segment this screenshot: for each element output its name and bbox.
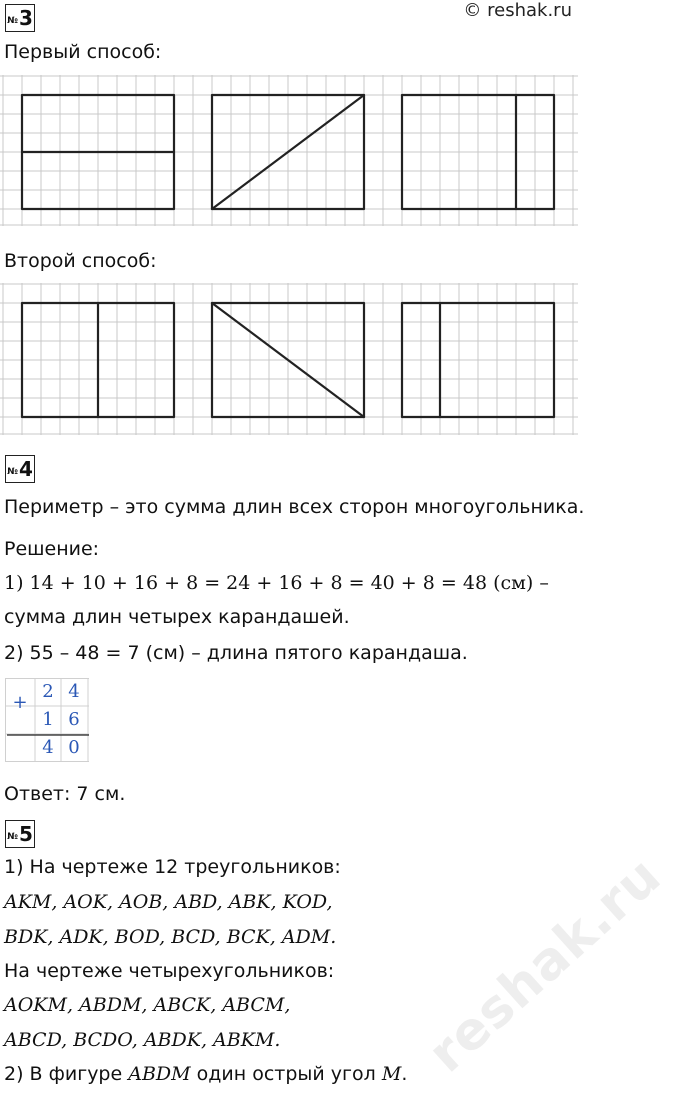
solution-step-1: 1) 14 + 10 + 16 + 8 = 24 + 16 + 8 = 40 + 8 = 48 (см) – xyxy=(4,572,549,594)
task-number-3: № 3 xyxy=(5,4,35,32)
triangles-intro: 1) На чертеже 12 треугольников: xyxy=(4,856,341,878)
digit: 4 xyxy=(68,681,80,702)
site-credit: © reshak.ru xyxy=(463,0,572,21)
quads-intro: На чертеже четырехугольников: xyxy=(4,960,335,982)
acute-angle-statement: 2) В фигуре ABDM один острый угол M. xyxy=(4,1063,408,1085)
answer: Ответ: 7 см. xyxy=(4,783,126,805)
second-method-grid xyxy=(0,283,578,435)
grid-lines xyxy=(0,283,578,435)
digit: 0 xyxy=(68,737,80,758)
solution-label: Решение: xyxy=(4,538,100,560)
first-method-label: Первый способ: xyxy=(4,41,162,63)
solution-step-1-continued: сумма длин четырех карандашей. xyxy=(4,606,350,628)
digit: 2 xyxy=(42,681,54,702)
plus-sign: + xyxy=(12,692,28,713)
digit: 1 xyxy=(42,709,54,730)
second-method-label: Второй способ: xyxy=(4,250,157,272)
watermark: reshak.ru xyxy=(417,845,673,1085)
task-number-5: № 5 xyxy=(5,820,35,848)
task-number-4: № 4 xyxy=(5,455,35,483)
digit: 6 xyxy=(68,709,80,730)
solution-step-2: 2) 55 – 48 = 7 (см) – длина пятого карандаша. xyxy=(4,642,468,664)
first-method-grid xyxy=(0,75,578,226)
triangles-list-2: BDK, ADK, BOD, BCD, BCK, ADM. xyxy=(4,926,337,948)
quads-list-1: AOKM, ABDM, ABCK, ABCM, xyxy=(4,994,291,1016)
triangles-list-1: AKM, AOK, AOB, ABD, ABK, KOD, xyxy=(4,891,333,913)
column-addition xyxy=(5,678,89,762)
perimeter-definition: Периметр – это сумма длин всех сторон многоугольника. xyxy=(4,496,585,518)
quads-list-2: ABCD, BCDO, ABDK, ABKM. xyxy=(4,1029,281,1051)
digit: 4 xyxy=(42,737,54,758)
